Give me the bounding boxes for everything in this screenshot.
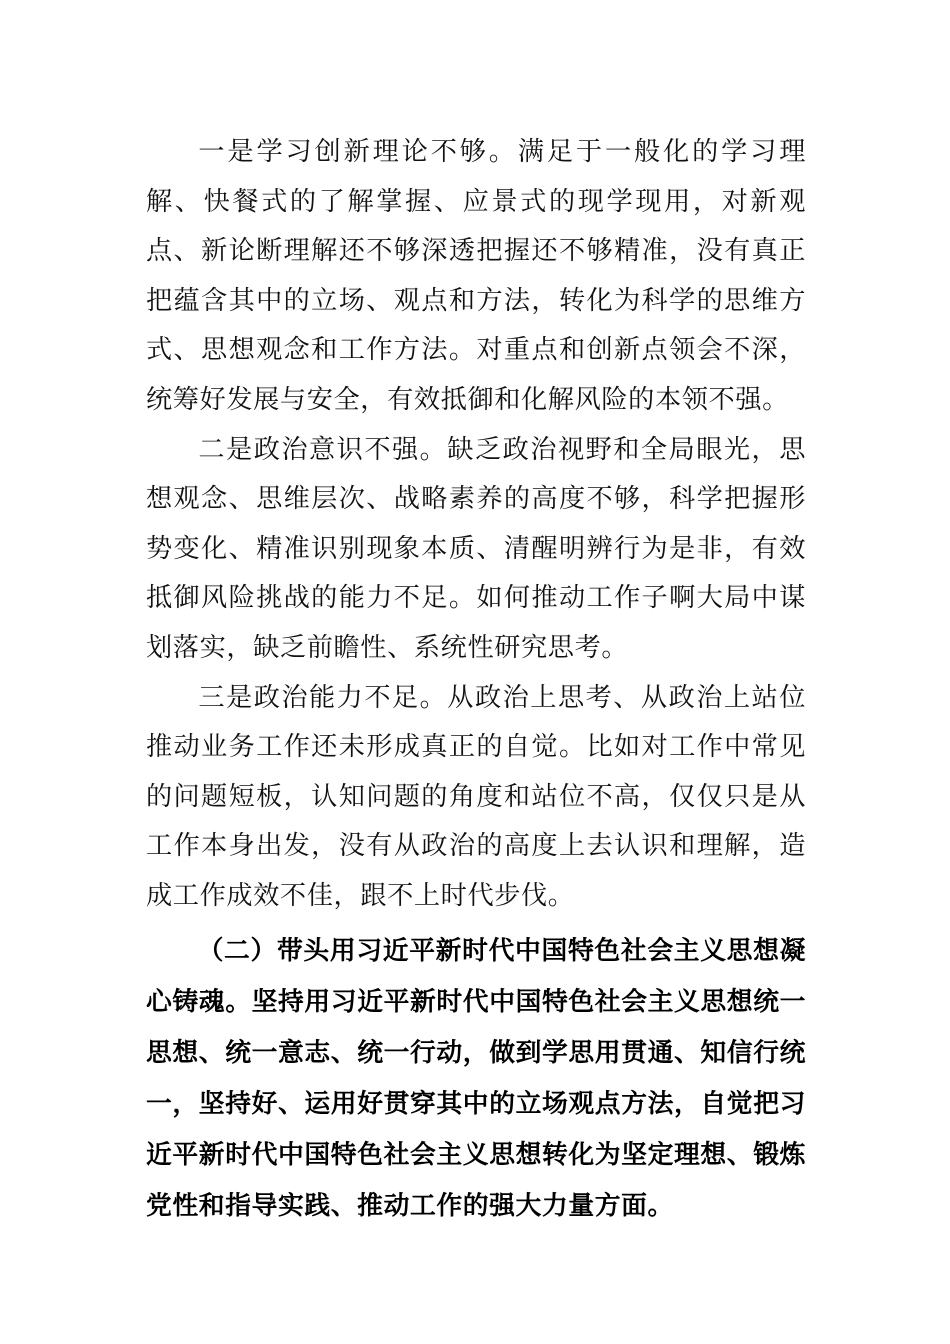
paragraph-study-theory: 一是学习创新理论不够。满足于一般化的学习理解、快餐式的了解掌握、应景式的现学现用，对新观点、新论断理解还不够深透把握还不够精准，没有真正把蕴含其中的立场、观点和方法，转化为科学的思维方式、思想观念和工作方法。对重点和创新点领会不深，统筹好发展与安全，有效抵御和化解风险的本领不强。: [146, 137, 806, 415]
document-body: [146, 128, 806, 1232]
section-heading: （二）带头用习近平新时代中国特色社会主义思想凝心铸魂。坚持用习近平新时代中国特色社会主义思想统一思想、统一意志、统一行动，做到学思用贯通、知信行统一，坚持好、运用好贯穿其中的立场观点方法，自觉把习近平新时代中国特色社会主义思想转化为坚定理想、锻炼党性和指导实践、推动工作的强大力量方面。: [146, 935, 806, 1221]
paragraph-political-awareness: 二是政治意识不强。缺乏政治视野和全局眼光，思想观念、思维层次、战略素养的高度不够，科学把握形势变化、精准识别现象本质、清醒明辨行为是非，有效抵御风险挑战的能力不足。如何推动工作子啊大局中谋划落实，缺乏前瞻性、系统性研究思考。: [146, 434, 806, 663]
paragraph-political-ability: 三是政治能力不足。从政治上思考、从政治上站位推动业务工作还未形成真正的自觉。比如对工作中常见的问题短板，认知问题的角度和站位不高，仅仅只是从工作本身出发，没有从政治的高度上去认识和理解，造成工作成效不佳，跟不上时代步伐。: [146, 682, 806, 911]
